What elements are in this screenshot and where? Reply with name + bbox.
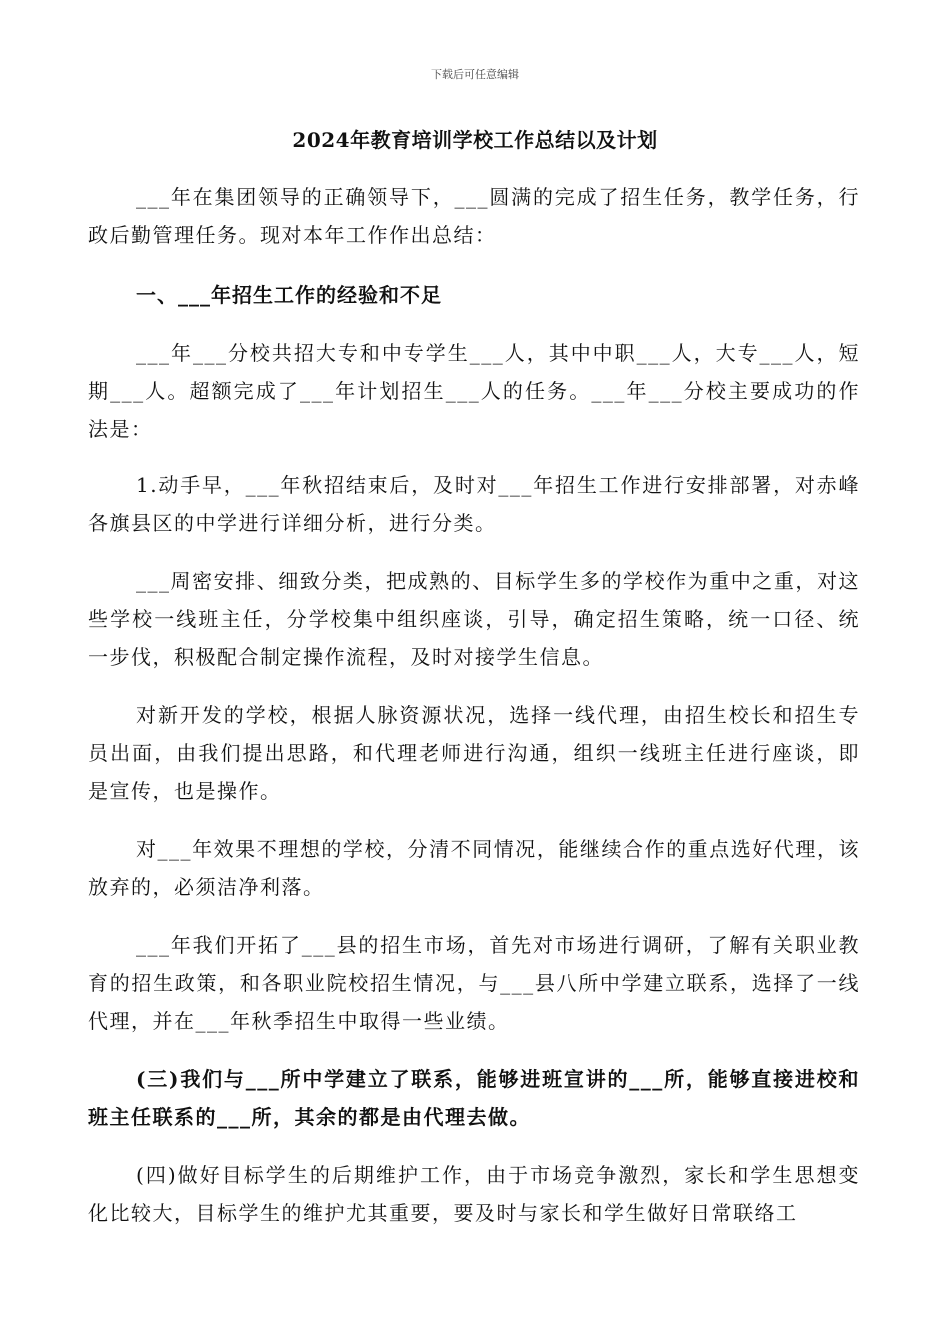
paragraph-1: [88, 178, 860, 254]
heading-text: 一、___年招生工作的经验和不足: [136, 283, 442, 307]
paragraph-text: ___年我们开拓了___县的招生市场，首先对市场进行调研，了解有关职业教育的招生政策，和各职业院校招生情况，与___县八所中学建立联系，选择了一线代理，并在___年秋季招生中取得一些业绩。: [88, 933, 860, 1033]
paragraph-text: ___年___分校共招大专和中专学生___人，其中中职___人，大专___人，短期___人。超额完成了___年计划招生___人的任务。___年___分校主要成功的作法是：: [88, 341, 860, 441]
document-title: 2024年教育培训学校工作总结以及计划: [292, 128, 658, 152]
paragraph-8-bold: [88, 1060, 860, 1136]
paragraph-text: (四)做好目标学生的后期维护工作，由于市场竞争激烈，家长和学生思想变化比较大，目标学生的维护尤其重要，要及时与家长和学生做好日常联络工: [88, 1163, 860, 1225]
paragraph-5: [88, 696, 860, 810]
paragraph-9: [88, 1156, 860, 1232]
paragraph-4: [88, 562, 860, 676]
section-heading-1: [88, 276, 860, 314]
paragraph-3: [88, 466, 860, 542]
header-note: 下载后可任意编辑: [431, 68, 519, 81]
paragraph-text: 对___年效果不理想的学校，分清不同情况，能继续合作的重点选好代理，该放弃的，必须洁净利落。: [88, 837, 860, 899]
paragraph-2: [88, 334, 860, 448]
paragraph-text: (三)我们与___所中学建立了联系，能够进班宣讲的___所，能够直接进校和班主任联系的___所，其余的都是由代理去做。: [88, 1067, 860, 1129]
paragraph-text: ___周密安排、细致分类，把成熟的、目标学生多的学校作为重中之重，对这些学校一线班主任，分学校集中组织座谈，引导，确定招生策略，统一口径、统一步伐，积极配合制定操作流程，及时对接学生信息。: [88, 569, 860, 669]
paragraph-text: 1.动手早，___年秋招结束后，及时对___年招生工作进行安排部署，对赤峰各旗县区的中学进行详细分析，进行分类。: [88, 473, 860, 535]
paragraph-6: [88, 830, 860, 906]
paragraph-7: [88, 926, 860, 1040]
paragraph-text: ___年在集团领导的正确领导下，___圆满的完成了招生任务，教学任务，行政后勤管理任务。现对本年工作作出总结：: [88, 185, 860, 247]
paragraph-text: 对新开发的学校，根据人脉资源状况，选择一线代理，由招生校长和招生专员出面，由我们提出思路，和代理老师进行沟通，组织一线班主任进行座谈，即是宣传，也是操作。: [88, 703, 860, 803]
